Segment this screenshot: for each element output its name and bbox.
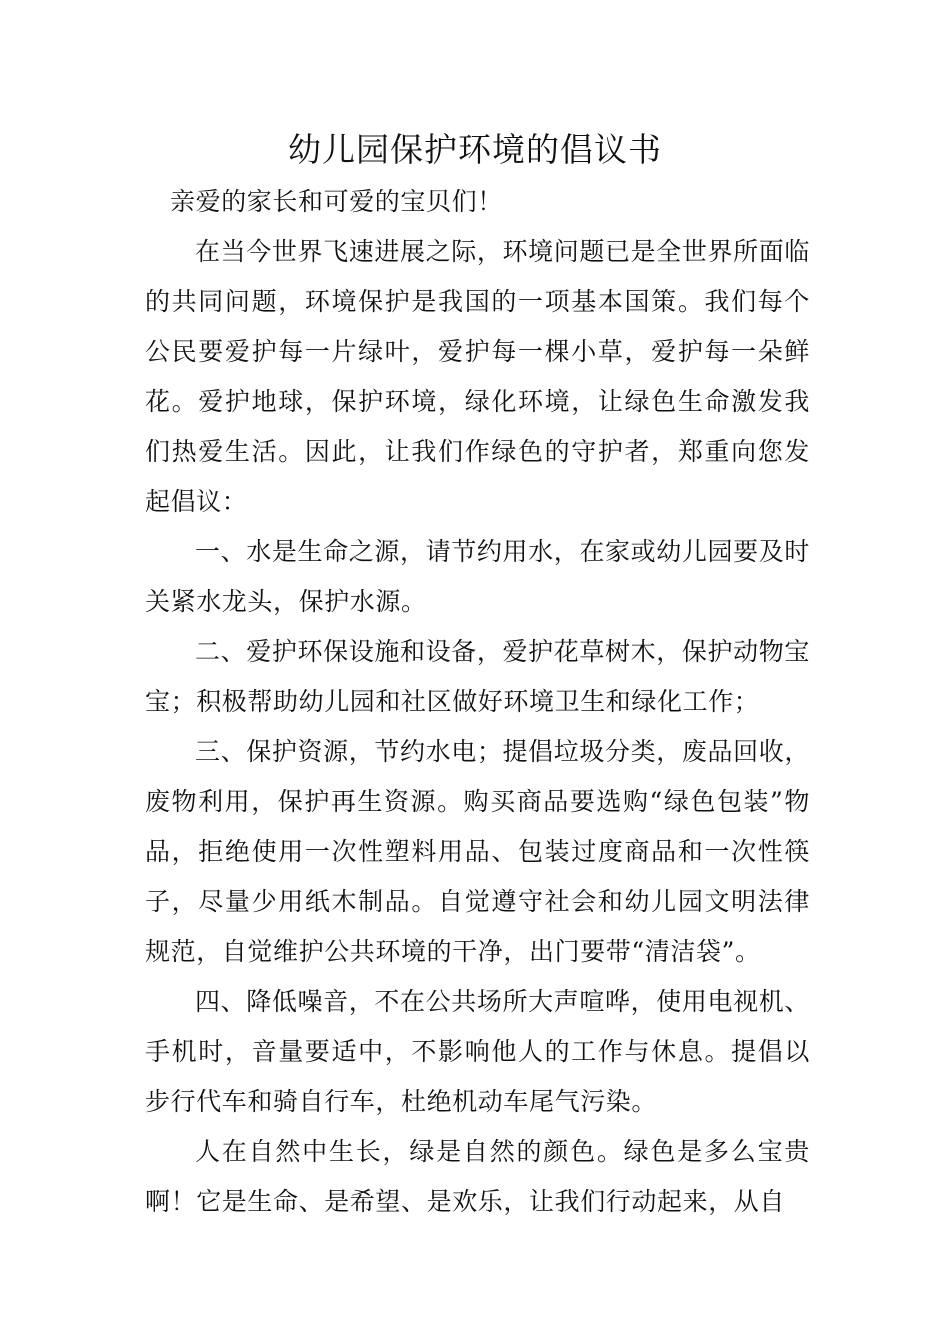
paragraph-intro: 在当今世界飞速进展之际，环境问题已是全世界所面临的共同问题，环境保护是我国的一项基本国策。我们每个公民要爱护每一片绿叶，爱护每一棵小草，爱护每一朵鲜花。爱护地球，保护环境，绿化环境，让绿色生命激发我们热爱生活。因此，让我们作绿色的守护者，郑重向您发起倡议： [145, 237, 810, 516]
paragraph-closing: 人在自然中生长，绿是自然的颜色。绿色是多么宝贵啊！它是生命、是希望、是欢乐，让我们行动起来，从自 [145, 1137, 810, 1216]
document-title: 幼儿园保护环境的倡议书 [288, 130, 662, 169]
paragraph-item-3: 三、保护资源，节约水电；提倡垃圾分类，废品回收，废物利用，保护再生资源。购买商品要选购“绿色包装”物品，拒绝使用一次性塑料用品、包装过度商品和一次性筷子，尽量少用纸木制品。自觉遵守社会和幼儿园文明法律规范，自觉维护公共环境的干净，出门要带“清洁袋”。 [145, 737, 810, 966]
salutation: 亲爱的家长和可爱的宝贝们！ [170, 187, 503, 216]
paragraph-item-4: 四、降低噪音，不在公共场所大声喧哗，使用电视机、手机时，音量要适中，不影响他人的工作与休息。提倡以步行代车和骑自行车，杜绝机动车尾气污染。 [145, 987, 810, 1116]
paragraph-item-1: 一、水是生命之源，请节约用水，在家或幼儿园要及时关紧水龙头，保护水源。 [145, 537, 810, 616]
document-body [145, 177, 810, 1227]
paragraph-item-2: 二、爱护环保设施和设备，爱护花草树木，保护动物宝宝；积极帮助幼儿园和社区做好环境卫生和绿化工作； [145, 637, 810, 716]
